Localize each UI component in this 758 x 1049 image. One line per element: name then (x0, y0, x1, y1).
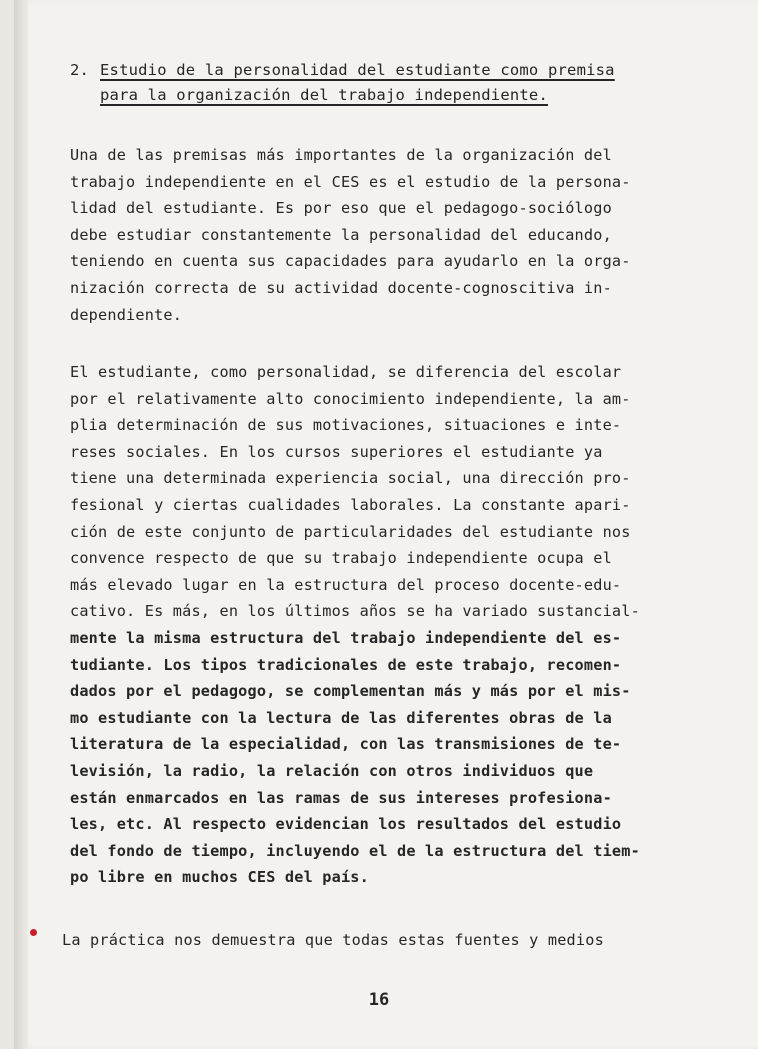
section-title-line-2: para la organización del trabajo independiente. (100, 86, 548, 104)
paragraph-2-part-a: El estudiante, como personalidad, se diferencia del escolar por el relativamente alto conocimiento independiente, la am- plia determinación de sus motivaciones, situaciones e inte- reses sociales. En los cursos superiores el estudiante ya tiene una determinada experiencia social, una dirección pro- fesional y ciertas cualidades laborales. La constante apari- ción de este conjunto de particularidades del estudiante nos convence respecto de que su trabajo independiente ocupa el más elevado lugar en la estructura del proceso docente-edu- cativo. Es más, en los últimos años se ha variado sustancial- (70, 363, 640, 621)
paragraph-1: Una de las premisas más importantes de la organización del trabajo independiente en el CES es el estudio de la persona- lidad del estudiante. Es por eso que el pedagogo-sociólogo debe estudiar constantemente la personalidad del educando, teniendo en cuenta sus capacidades para ayudarlo en la orga- nización correcta de su actividad docente-cognoscitiva in- dependiente. (70, 146, 631, 324)
section-number: 2. (70, 61, 90, 79)
page-number: 16 (368, 990, 390, 1010)
red-mark (30, 929, 37, 936)
section-heading (70, 58, 710, 108)
section-title-line-1: Estudio de la personalidad del estudiante como premisa (100, 61, 615, 79)
paragraph-3: La práctica nos demuestra que todas estas fuentes y medios (62, 931, 604, 949)
paragraph-2 (70, 359, 738, 891)
paragraph-2-part-b: mente la misma estructura del trabajo independiente del es- tudiante. Los tipos tradicionales de este trabajo, recomen- dados por el pedagogo, se complementan más y más por el mis- mo estudiante con la lectura de las diferentes obras de la literatura de la especialidad, con las transmisiones de te- levisión, la radio, la relación con otros individuos que están enmarcados en las ramas de sus intereses profesiona- les, etc. Al respecto evidencian los resultados del estudio del fondo de tiempo, incluyendo el de la estructura del tiem- po libre en muchos CES del país. (70, 628, 640, 887)
page-binding-edge (14, 0, 28, 1049)
